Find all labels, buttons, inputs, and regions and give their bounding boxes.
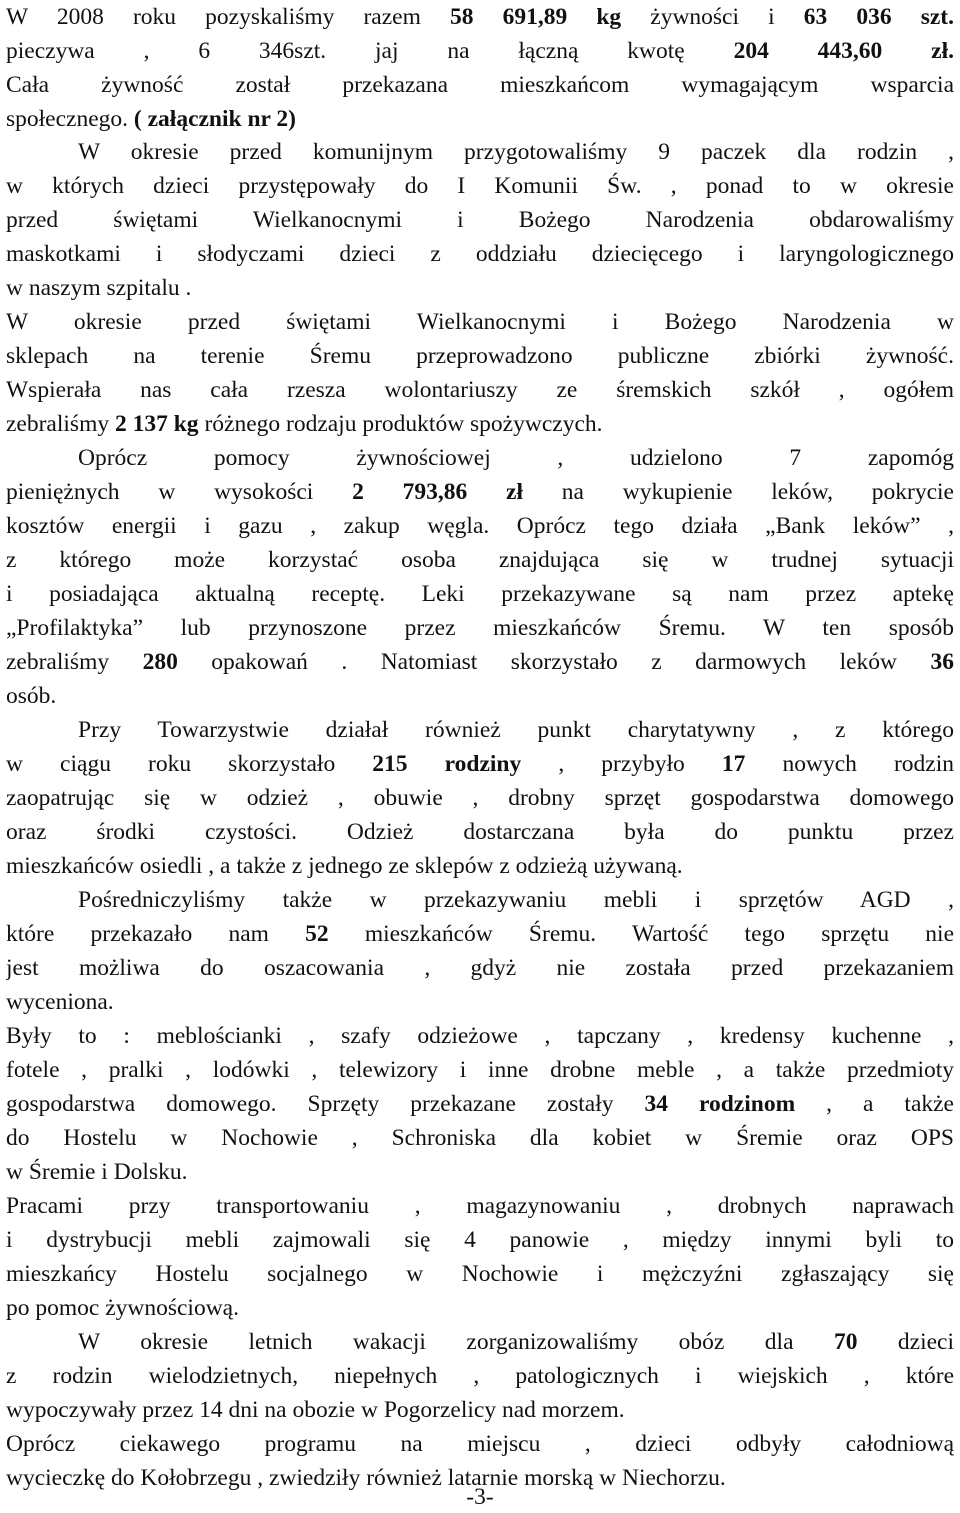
text-run: , a także	[795, 1091, 954, 1117]
text-run: fotele , pralki , lodówki , telewizory i inne drobne meble , a także przedmioty	[6, 1057, 954, 1083]
text-line	[6, 815, 954, 849]
text-run: i dystrybucji mebli zajmowali się 4 panowie , między innymi byli to	[6, 1227, 954, 1253]
text-run: W okresie letnich wakacji zorganizowaliśmy obóz dla	[78, 1329, 834, 1355]
bold-run: 2 137 kg	[114, 411, 199, 437]
text-line	[6, 1223, 954, 1257]
text-line	[6, 1019, 954, 1053]
text-line	[78, 1325, 954, 1359]
text-line	[6, 339, 954, 373]
bold-run: 63 036 szt.	[803, 4, 954, 30]
text-run: Oprócz pomocy żywnościowej , udzielono 7 zapomóg	[78, 445, 954, 471]
text-run: żywności i	[621, 4, 804, 30]
text-run: pieniężnych w wysokości	[6, 479, 353, 505]
text-line	[6, 611, 954, 645]
text-run: Oprócz ciekawego programu na miejscu , dzieci odbyły całodniową	[6, 1431, 954, 1457]
text-run: w Śremie i Dolsku.	[6, 1159, 188, 1185]
text-run: W 2008 roku pozyskaliśmy razem	[6, 4, 450, 30]
text-line	[6, 985, 954, 1019]
text-line	[6, 203, 954, 237]
text-line	[6, 1087, 954, 1121]
text-run: zebraliśmy	[6, 649, 143, 675]
text-run: Wspierała nas cała rzesza wolontariuszy ze śremskich szkół , ogółem	[6, 377, 954, 403]
text-run: W okresie przed komunijnym przygotowaliśmy 9 paczek dla rodzin ,	[78, 139, 954, 165]
text-run: W okresie przed świętami Wielkanocnymi i Bożego Narodzenia w	[6, 309, 954, 335]
text-run: gospodarstwa domowego. Sprzęty przekazane zostały	[6, 1091, 645, 1117]
text-run: zebraliśmy	[6, 411, 115, 437]
text-line	[6, 102, 954, 136]
bold-run: ( załącznik nr 2)	[133, 106, 296, 132]
text-line	[6, 373, 954, 407]
text-run: które przekazało nam	[6, 921, 306, 947]
bold-run: 36	[930, 649, 954, 675]
text-run: pieczywa , 6 346szt. jaj na łączną kwotę	[6, 38, 734, 64]
text-line	[6, 1189, 954, 1223]
text-run: sklepach na terenie Śremu przeprowadzono publiczne zbiórki żywność.	[6, 343, 954, 369]
text-line	[6, 305, 954, 339]
text-run: w naszym szpitalu .	[6, 275, 192, 301]
text-line	[6, 1053, 954, 1087]
text-line	[6, 543, 954, 577]
text-run: z rodzin wielodzietnych, niepełnych , patologicznych i wiejskich , które	[6, 1363, 954, 1389]
text-line	[6, 1121, 954, 1155]
text-run: maskotkami i słodyczami dzieci z oddziału dziecięcego i laryngologicznego	[6, 241, 954, 267]
text-run: przed świętami Wielkanocnymi i Bożego Narodzenia obdarowaliśmy	[6, 207, 954, 233]
text-line	[6, 34, 954, 68]
text-run: zaopatrując się w odzież , obuwie , drobny sprzęt gospodarstwa domowego	[6, 785, 954, 811]
bold-run: 17	[721, 751, 746, 777]
text-line	[78, 883, 954, 917]
text-run: w ciągu roku skorzystało	[6, 751, 373, 777]
text-run: jest możliwa do oszacowania , gdyż nie została przed przekazaniem	[6, 955, 954, 981]
bold-run: 34 rodzinom	[644, 1091, 796, 1117]
bold-run: 204 443,60 zł.	[733, 38, 954, 64]
text-run: nowych rodzin	[745, 751, 954, 777]
text-run: wyceniona.	[6, 989, 114, 1015]
text-line	[6, 679, 954, 713]
text-line	[6, 271, 954, 305]
text-line	[6, 68, 954, 102]
text-run: Pracami przy transportowaniu , magazynowaniu , drobnych naprawach	[6, 1193, 954, 1219]
text-run: Pośredniczyliśmy także w przekazywaniu mebli i sprzętów AGD ,	[78, 887, 954, 913]
text-line	[6, 1257, 954, 1291]
text-run: „Profilaktyka” lub przynoszone przez mieszkańców Śremu. W ten sposób	[6, 615, 954, 641]
text-line	[6, 747, 954, 781]
bold-run: 52	[305, 921, 329, 947]
text-run: dzieci	[857, 1329, 954, 1355]
text-line	[78, 135, 954, 169]
bold-run: 215 rodziny	[372, 751, 522, 777]
text-run: , przybyło	[521, 751, 722, 777]
text-line	[6, 1291, 954, 1325]
text-line	[6, 1393, 954, 1427]
text-run: po pomoc żywnościową.	[6, 1295, 239, 1321]
text-line	[6, 237, 954, 271]
bold-run: 2 793,86 zł	[352, 479, 524, 505]
text-run: mieszkańcy Hostelu socjalnego w Nochowie i mężczyźni zgłaszający się	[6, 1261, 954, 1287]
text-line	[6, 1155, 954, 1189]
text-line	[6, 951, 954, 985]
text-run: mieszkańców Śremu. Wartość tego sprzętu nie	[328, 921, 954, 947]
text-run: Były to : meblościanki , szafy odzieżowe , tapczany , kredensy kuchenne ,	[6, 1023, 954, 1049]
text-line	[6, 645, 954, 679]
text-run: i posiadająca aktualną receptę. Leki przekazywane są nam przez aptekę	[6, 581, 954, 607]
text-line	[6, 849, 954, 883]
text-line	[78, 713, 954, 747]
text-run: wypoczywały przez 14 dni na obozie w Pogorzelicy nad morzem.	[6, 1397, 625, 1423]
text-run: z którego może korzystać osoba znajdująca się w trudnej sytuacji	[6, 547, 954, 573]
text-run: osób.	[6, 683, 57, 709]
text-run: oraz środki czystości. Odzież dostarczana była do punktu przez	[6, 819, 954, 845]
text-line	[6, 917, 954, 951]
text-run: w których dzieci przystępowały do I Komunii Św. , ponad to w okresie	[6, 173, 954, 199]
text-line	[6, 1359, 954, 1393]
bold-run: 70	[833, 1329, 858, 1355]
text-run: wycieczkę do Kołobrzegu , zwiedziły również latarnie morską w Niechorzu.	[6, 1465, 726, 1491]
text-run: opakowań . Natomiast skorzystało z darmowych leków	[177, 649, 931, 675]
page-number: -3-	[466, 1484, 494, 1510]
text-line	[78, 441, 954, 475]
text-line	[6, 407, 954, 441]
text-line	[6, 577, 954, 611]
text-run: do Hostelu w Nochowie , Schroniska dla kobiet w Śremie oraz OPS	[6, 1125, 954, 1151]
text-line	[6, 0, 954, 34]
text-line	[6, 509, 954, 543]
text-run: kosztów energii i gazu , zakup węgla. Oprócz tego działa „Bank leków” ,	[6, 513, 954, 539]
text-line	[6, 781, 954, 815]
text-line	[6, 1427, 954, 1461]
text-run: mieszkańców osiedli , a także z jednego ze sklepów z odzieżą używaną.	[6, 853, 683, 879]
bold-run: 280	[142, 649, 178, 675]
text-run: społecznego.	[6, 106, 134, 132]
text-run: różnego rodzaju produktów spożywczych.	[198, 411, 603, 437]
bold-run: 58 691,89 kg	[450, 4, 622, 30]
text-line	[6, 169, 954, 203]
text-run: na wykupienie leków, pokrycie	[523, 479, 954, 505]
text-run: Cała żywność został przekazana mieszkańcom wymagającym wsparcia	[6, 72, 954, 98]
text-line	[6, 475, 954, 509]
text-run: Przy Towarzystwie działał również punkt charytatywny , z którego	[78, 717, 954, 743]
